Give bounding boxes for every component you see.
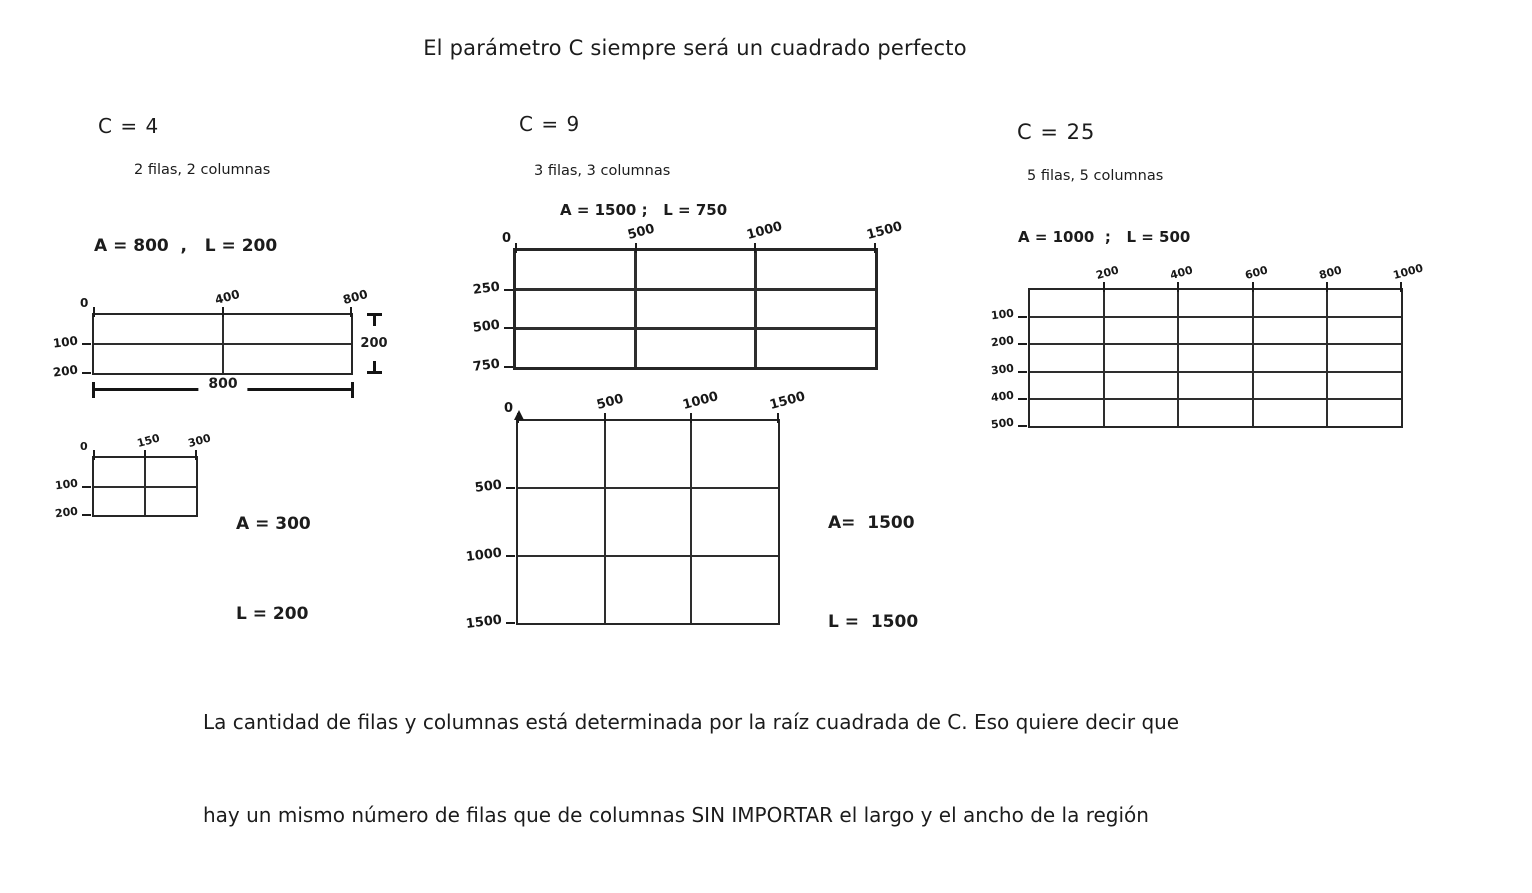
tick-mark-top [1400, 282, 1402, 292]
tick-mark-left [82, 486, 91, 488]
tick-mark-top [635, 243, 637, 253]
grid-c9-square [465, 389, 807, 632]
section-c9-header: C = 9 [519, 112, 581, 136]
tick-mark-left [504, 327, 513, 329]
tick-mark-top [93, 450, 95, 460]
annotation-c4-small-line1: A = 300 [236, 514, 311, 534]
width-dimension-800 [92, 376, 354, 398]
grid-line-vertical [604, 421, 606, 623]
dimension-tick-left [92, 382, 95, 398]
tick-mark-left [82, 343, 91, 345]
axis-label-top: 0 [504, 401, 514, 416]
axis-origin-arrow [514, 410, 524, 420]
axis-label-top: 200 [1094, 263, 1121, 282]
axis-label-top: 1500 [865, 219, 904, 243]
tick-mark-top [777, 413, 779, 423]
grid-c9-wide [471, 219, 904, 375]
grid-line-horizontal [518, 487, 778, 489]
grid-c4-small [54, 431, 213, 521]
axis-label-left: 200 [990, 334, 1015, 350]
annotation-c9-square-line1: A= 1500 [828, 513, 915, 533]
tick-mark-top [350, 307, 352, 317]
grid-c4-main [52, 286, 370, 380]
axis-label-left: 200 [52, 362, 79, 380]
grid-c25 [990, 261, 1425, 432]
axis-label-left: 100 [52, 333, 79, 351]
tick-mark-left [506, 622, 515, 624]
dimension-cap-bottom [373, 361, 376, 374]
axis-label-top: 1000 [745, 219, 785, 243]
dimension-cap-top [373, 313, 376, 326]
axis-label-left: 1000 [465, 545, 503, 565]
axis-label-top: 600 [1243, 263, 1269, 282]
axis-label-left: 750 [471, 356, 501, 375]
dimension-tick-right [351, 382, 354, 398]
tick-mark-top [690, 413, 692, 423]
grid-line-horizontal [1030, 398, 1401, 400]
tick-mark-top [222, 307, 224, 317]
grid-line-vertical [690, 421, 692, 623]
tick-mark-left [504, 366, 513, 368]
page-title: El parámetro C siempre será un cuadrado perfecto [423, 36, 967, 60]
section-c9-subheader: 3 filas, 3 columnas [534, 163, 671, 179]
section-c9-params: A = 1500 ; L = 750 [560, 201, 728, 219]
axis-label-left: 1500 [465, 612, 503, 632]
footer-explanation [203, 645, 1179, 893]
tick-mark-left [82, 514, 91, 516]
tick-mark-top [144, 450, 146, 460]
height-dimension-200 [358, 313, 390, 374]
grid-line-horizontal [1030, 316, 1401, 318]
axis-label-left: 100 [990, 306, 1015, 323]
grid-line-horizontal [94, 343, 351, 345]
tick-mark-left [82, 372, 91, 374]
tick-mark-top [604, 413, 606, 423]
grid-line-vertical [754, 251, 757, 367]
axis-label-left: 100 [54, 476, 79, 492]
annotation-c4-small-line2: L = 200 [236, 604, 309, 624]
annotation-c9-square-line2: L = 1500 [828, 612, 919, 632]
height-dimension-label: 200 [360, 336, 388, 351]
tick-mark-top [874, 243, 876, 253]
footer-line-2: hay un mismo número de filas que de columnas SIN IMPORTAR el largo y el ancho de la región [203, 803, 1149, 827]
grid-line-vertical [1252, 290, 1254, 426]
grid-line-horizontal [94, 486, 196, 488]
tick-mark-left [1018, 316, 1027, 318]
axis-label-left: 250 [471, 279, 501, 298]
tick-mark-top [195, 450, 197, 460]
axis-label-top: 1000 [681, 389, 721, 413]
tick-mark-left [1018, 343, 1027, 345]
grid-line-vertical [634, 251, 637, 367]
tick-mark-top [754, 243, 756, 253]
section-c4-header: C = 4 [98, 114, 160, 138]
tick-mark-left [504, 289, 513, 291]
tick-mark-left [1018, 398, 1027, 400]
axis-label-top: 1500 [768, 389, 807, 413]
axis-label-left: 300 [990, 361, 1015, 377]
axis-label-top: 800 [341, 286, 370, 307]
tick-mark-left [506, 487, 515, 489]
axis-label-left: 200 [54, 504, 79, 521]
axis-label-left: 500 [990, 415, 1015, 432]
axis-label-left: 400 [990, 388, 1015, 405]
axis-label-top: 500 [594, 391, 625, 413]
axis-label-top: 150 [135, 431, 162, 450]
axis-label-top: 0 [502, 231, 512, 246]
tick-mark-left [1018, 425, 1027, 427]
tick-mark-top [1177, 282, 1179, 292]
axis-label-top: 400 [212, 286, 241, 307]
axis-label-top: 0 [80, 296, 89, 310]
axis-label-top: 300 [186, 431, 213, 450]
tick-mark-top [515, 243, 517, 253]
tick-mark-left [1018, 371, 1027, 373]
grid-line-horizontal [516, 327, 875, 330]
tick-mark-left [506, 555, 515, 557]
grid-line-horizontal [518, 555, 778, 557]
grid-line-horizontal [1030, 343, 1401, 345]
tick-mark-top [93, 307, 95, 317]
section-c25-header: C = 25 [1017, 120, 1096, 144]
section-c25-subheader: 5 filas, 5 columnas [1027, 168, 1164, 184]
axis-label-top: 500 [625, 221, 656, 243]
grid-line-vertical [1177, 290, 1179, 426]
grid-line-vertical [1103, 290, 1105, 426]
tick-mark-top [1326, 282, 1328, 292]
section-c4-subheader: 2 filas, 2 columnas [134, 162, 271, 178]
axis-label-top: 800 [1317, 263, 1343, 282]
axis-label-top: 400 [1169, 263, 1195, 282]
axis-label-top: 1000 [1391, 261, 1425, 282]
axis-label-left: 500 [471, 317, 501, 337]
width-dimension-label: 800 [198, 376, 247, 392]
tick-mark-top [1252, 282, 1254, 292]
grid-line-horizontal [516, 288, 875, 291]
axis-label-top: 0 [80, 440, 88, 453]
section-c25-params: A = 1000 ; L = 500 [1018, 228, 1191, 246]
tick-mark-top [1103, 282, 1105, 292]
grid-line-horizontal [1030, 371, 1401, 373]
grid-line-vertical [1326, 290, 1328, 426]
footer-line-1: La cantidad de filas y columnas está determinada por la raíz cuadrada de C. Eso quiere decir que [203, 710, 1180, 734]
axis-label-left: 500 [473, 477, 503, 497]
section-c4-params: A = 800 , L = 200 [94, 236, 278, 256]
